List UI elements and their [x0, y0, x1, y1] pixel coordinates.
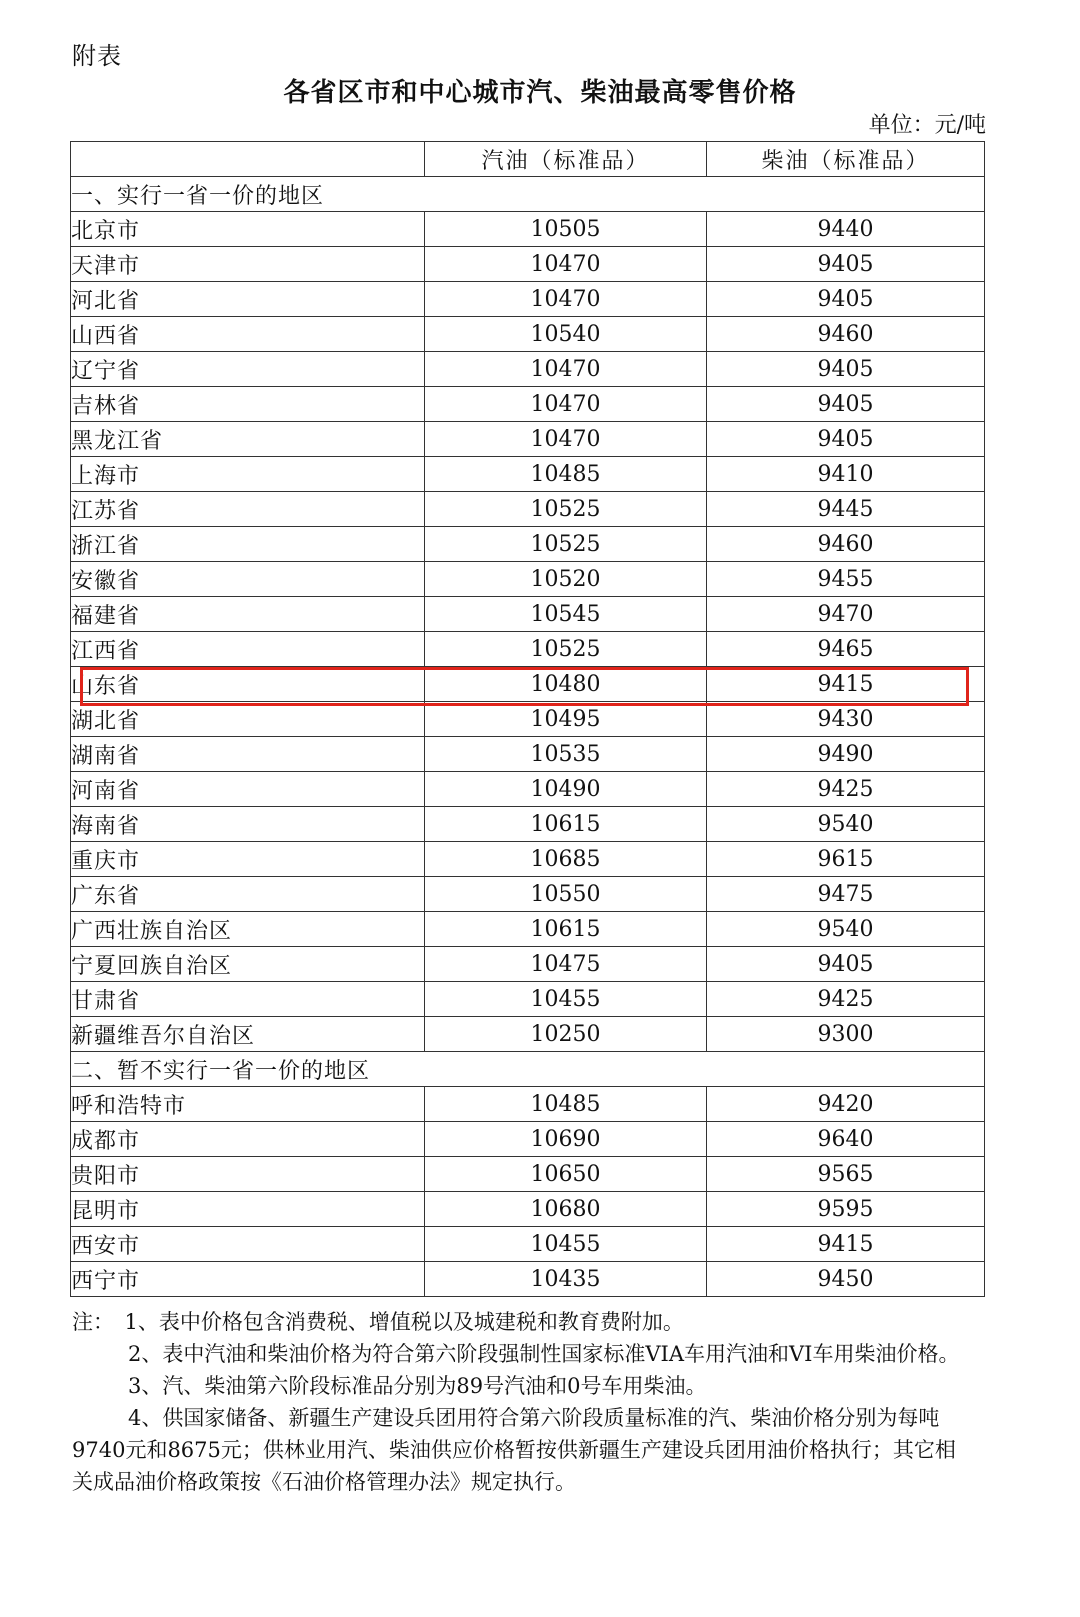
region-cell: 广东省	[71, 877, 425, 912]
table-row	[71, 317, 985, 352]
diesel-price-cell: 9640	[707, 1122, 985, 1157]
note-4: 4、供国家储备、新疆生产建设兵团用符合第六阶段质量标准的汽、柴油价格分别为每吨9740元和8675元；供林业用汽、柴油供应价格暂按供新疆生产建设兵团用油价格执行；其它相关成品油价格政策按《石油价格管理办法》规定执行。	[72, 1406, 956, 1494]
gasoline-price-cell: 10435	[425, 1262, 707, 1297]
gasoline-price-cell: 10455	[425, 1227, 707, 1262]
table-row	[71, 457, 985, 492]
diesel-price-cell: 9540	[707, 912, 985, 947]
gasoline-price-cell: 10650	[425, 1157, 707, 1192]
gasoline-price-cell: 10535	[425, 737, 707, 772]
section-row	[71, 1052, 985, 1087]
gasoline-price-cell: 10485	[425, 457, 707, 492]
table-row	[71, 1122, 985, 1157]
diesel-price-cell: 9405	[707, 947, 985, 982]
region-cell: 湖南省	[71, 737, 425, 772]
diesel-price-cell: 9465	[707, 632, 985, 667]
table-row	[71, 1262, 985, 1297]
diesel-price-cell: 9430	[707, 702, 985, 737]
gasoline-price-cell: 10545	[425, 597, 707, 632]
gasoline-price-cell: 10470	[425, 387, 707, 422]
price-table	[70, 141, 985, 1297]
region-cell: 湖北省	[71, 702, 425, 737]
region-cell: 北京市	[71, 212, 425, 247]
region-cell: 成都市	[71, 1122, 425, 1157]
notes	[72, 1306, 972, 1498]
region-cell: 辽宁省	[71, 352, 425, 387]
gasoline-price-cell: 10525	[425, 492, 707, 527]
gasoline-price-cell: 10250	[425, 1017, 707, 1052]
table-row	[71, 1192, 985, 1227]
region-cell: 福建省	[71, 597, 425, 632]
gasoline-price-cell: 10550	[425, 877, 707, 912]
diesel-price-cell: 9300	[707, 1017, 985, 1052]
gasoline-price-cell: 10525	[425, 632, 707, 667]
region-cell: 新疆维吾尔自治区	[71, 1017, 425, 1052]
diesel-price-cell: 9410	[707, 457, 985, 492]
diesel-price-cell: 9415	[707, 667, 985, 702]
diesel-price-cell: 9440	[707, 212, 985, 247]
header-diesel: 柴油（标准品）	[707, 142, 985, 177]
header-region	[71, 142, 425, 177]
table-row	[71, 562, 985, 597]
region-cell: 甘肃省	[71, 982, 425, 1017]
region-cell: 安徽省	[71, 562, 425, 597]
table-row	[71, 1087, 985, 1122]
table-row	[71, 842, 985, 877]
region-cell: 广西壮族自治区	[71, 912, 425, 947]
diesel-price-cell: 9445	[707, 492, 985, 527]
table-row	[71, 947, 985, 982]
gasoline-price-cell: 10690	[425, 1122, 707, 1157]
diesel-price-cell: 9540	[707, 807, 985, 842]
diesel-price-cell: 9460	[707, 317, 985, 352]
note-3: 3、汽、柴油第六阶段标准品分别为89号汽油和0号车用柴油。	[128, 1374, 707, 1398]
region-cell: 吉林省	[71, 387, 425, 422]
gasoline-price-cell: 10520	[425, 562, 707, 597]
gasoline-price-cell: 10615	[425, 807, 707, 842]
table-row	[71, 282, 985, 317]
highlight-box	[80, 667, 969, 706]
region-cell: 西宁市	[71, 1262, 425, 1297]
region-cell: 上海市	[71, 457, 425, 492]
diesel-price-cell: 9415	[707, 1227, 985, 1262]
diesel-price-cell: 9470	[707, 597, 985, 632]
table-row	[71, 982, 985, 1017]
gasoline-price-cell: 10685	[425, 842, 707, 877]
table-row	[71, 772, 985, 807]
diesel-price-cell: 9405	[707, 422, 985, 457]
region-cell: 海南省	[71, 807, 425, 842]
gasoline-price-cell: 10505	[425, 212, 707, 247]
table-row	[71, 422, 985, 457]
table-row	[71, 1017, 985, 1052]
region-cell: 贵阳市	[71, 1157, 425, 1192]
table-body	[71, 177, 985, 1297]
attachment-label: 附表	[72, 42, 122, 70]
table-row	[71, 212, 985, 247]
gasoline-price-cell: 10470	[425, 352, 707, 387]
diesel-price-cell: 9615	[707, 842, 985, 877]
gasoline-price-cell: 10470	[425, 247, 707, 282]
gasoline-price-cell: 10495	[425, 702, 707, 737]
region-cell: 黑龙江省	[71, 422, 425, 457]
region-cell: 重庆市	[71, 842, 425, 877]
diesel-price-cell: 9405	[707, 247, 985, 282]
region-cell: 浙江省	[71, 527, 425, 562]
region-cell: 天津市	[71, 247, 425, 282]
table-row	[71, 597, 985, 632]
diesel-price-cell: 9405	[707, 387, 985, 422]
diesel-price-cell: 9460	[707, 527, 985, 562]
diesel-price-cell: 9565	[707, 1157, 985, 1192]
table-row	[71, 387, 985, 422]
section-row	[71, 177, 985, 212]
table-row	[71, 632, 985, 667]
section-label: 二、暂不实行一省一价的地区	[71, 1052, 985, 1087]
table-row	[71, 492, 985, 527]
region-cell: 呼和浩特市	[71, 1087, 425, 1122]
diesel-price-cell: 9425	[707, 772, 985, 807]
gasoline-price-cell: 10680	[425, 1192, 707, 1227]
gasoline-price-cell: 10485	[425, 1087, 707, 1122]
region-cell: 山东省	[71, 667, 425, 702]
region-cell: 河南省	[71, 772, 425, 807]
gasoline-price-cell: 10470	[425, 422, 707, 457]
header-gasoline: 汽油（标准品）	[425, 142, 707, 177]
diesel-price-cell: 9475	[707, 877, 985, 912]
diesel-price-cell: 9425	[707, 982, 985, 1017]
note-2: 2、表中汽油和柴油价格为符合第六阶段强制性国家标准VIA车用汽油和VI车用柴油价格。	[128, 1342, 960, 1366]
gasoline-price-cell: 10455	[425, 982, 707, 1017]
table-row	[71, 807, 985, 842]
diesel-price-cell: 9455	[707, 562, 985, 597]
note-1: 注： 1、表中价格包含消费税、增值税以及城建税和教育费附加。	[72, 1310, 684, 1334]
table-row	[71, 912, 985, 947]
region-cell: 宁夏回族自治区	[71, 947, 425, 982]
gasoline-price-cell: 10475	[425, 947, 707, 982]
region-cell: 河北省	[71, 282, 425, 317]
gasoline-price-cell: 10490	[425, 772, 707, 807]
section-label: 一、实行一省一价的地区	[71, 177, 985, 212]
gasoline-price-cell: 10480	[425, 667, 707, 702]
diesel-price-cell: 9405	[707, 352, 985, 387]
gasoline-price-cell: 10525	[425, 527, 707, 562]
table-row	[71, 527, 985, 562]
region-cell: 山西省	[71, 317, 425, 352]
document-title: 各省区市和中心城市汽、柴油最高零售价格	[283, 78, 797, 108]
table-row	[71, 1157, 985, 1192]
diesel-price-cell: 9595	[707, 1192, 985, 1227]
table-header-row	[71, 142, 985, 177]
table-row	[71, 1227, 985, 1262]
gasoline-price-cell: 10470	[425, 282, 707, 317]
region-cell: 昆明市	[71, 1192, 425, 1227]
region-cell: 江苏省	[71, 492, 425, 527]
diesel-price-cell: 9450	[707, 1262, 985, 1297]
table-row	[71, 737, 985, 772]
region-cell: 江西省	[71, 632, 425, 667]
unit-label: 单位：元/吨	[868, 113, 986, 138]
gasoline-price-cell: 10615	[425, 912, 707, 947]
diesel-price-cell: 9420	[707, 1087, 985, 1122]
table-row	[71, 877, 985, 912]
diesel-price-cell: 9405	[707, 282, 985, 317]
table-row	[71, 247, 985, 282]
table-row	[71, 702, 985, 737]
table-row	[71, 352, 985, 387]
diesel-price-cell: 9490	[707, 737, 985, 772]
region-cell: 西安市	[71, 1227, 425, 1262]
gasoline-price-cell: 10540	[425, 317, 707, 352]
